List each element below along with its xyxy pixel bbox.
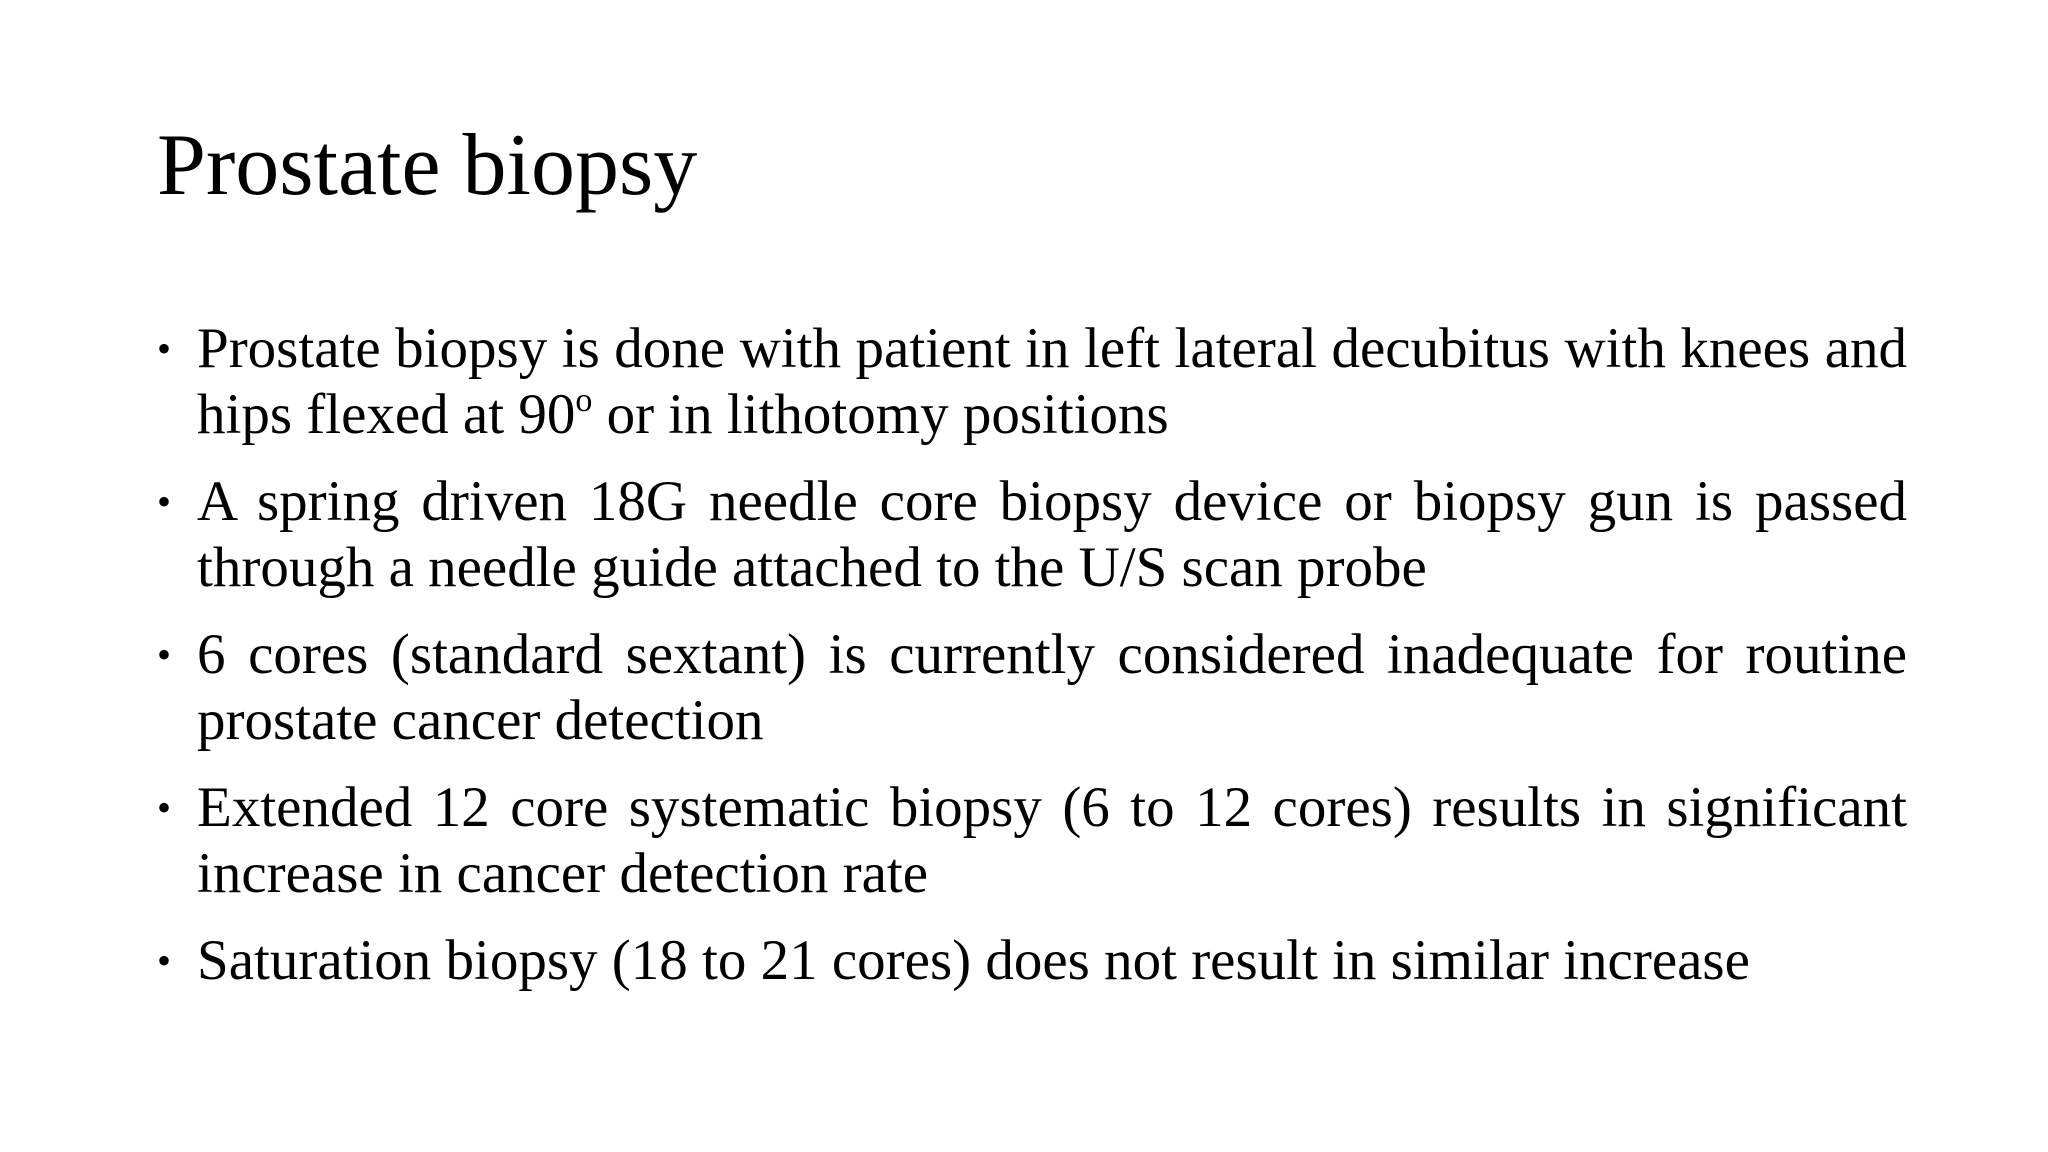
bullet-item bbox=[157, 622, 1907, 754]
bullet-dot-icon: • bbox=[157, 785, 172, 830]
bullet-item bbox=[157, 469, 1907, 601]
bullet-item bbox=[157, 928, 1907, 994]
bullet-text: Prostate biopsy is done with patient in left lateral decubitus with knees and hips flexed at 90 bbox=[197, 317, 1907, 446]
slide-title: Prostate biopsy bbox=[157, 117, 698, 214]
bullet-text: Extended 12 core systematic biopsy (6 to 12 cores) results in significant increase in cancer detection rate bbox=[197, 776, 1907, 905]
bullet-dot-icon: • bbox=[157, 479, 172, 524]
bullet-text: 6 cores (standard sextant) is currently considered inadequate for routine prostate cancer detection bbox=[197, 623, 1907, 752]
bullet-text-continued: or in lithotomy positions bbox=[592, 383, 1169, 446]
bullet-text: Saturation biopsy (18 to 21 cores) does not result in similar increase bbox=[197, 929, 1750, 992]
bullet-dot-icon: • bbox=[157, 632, 172, 677]
bullet-item bbox=[157, 316, 1907, 448]
bullet-dot-icon: • bbox=[157, 938, 172, 983]
bullet-item bbox=[157, 775, 1907, 907]
bullet-text: A spring driven 18G needle core biopsy device or biopsy gun is passed through a needle guide attached to the U/S scan probe bbox=[197, 470, 1907, 599]
bullet-dot-icon: • bbox=[157, 326, 172, 371]
degree-superscript: o bbox=[575, 382, 593, 419]
bullet-list bbox=[157, 316, 1907, 1015]
